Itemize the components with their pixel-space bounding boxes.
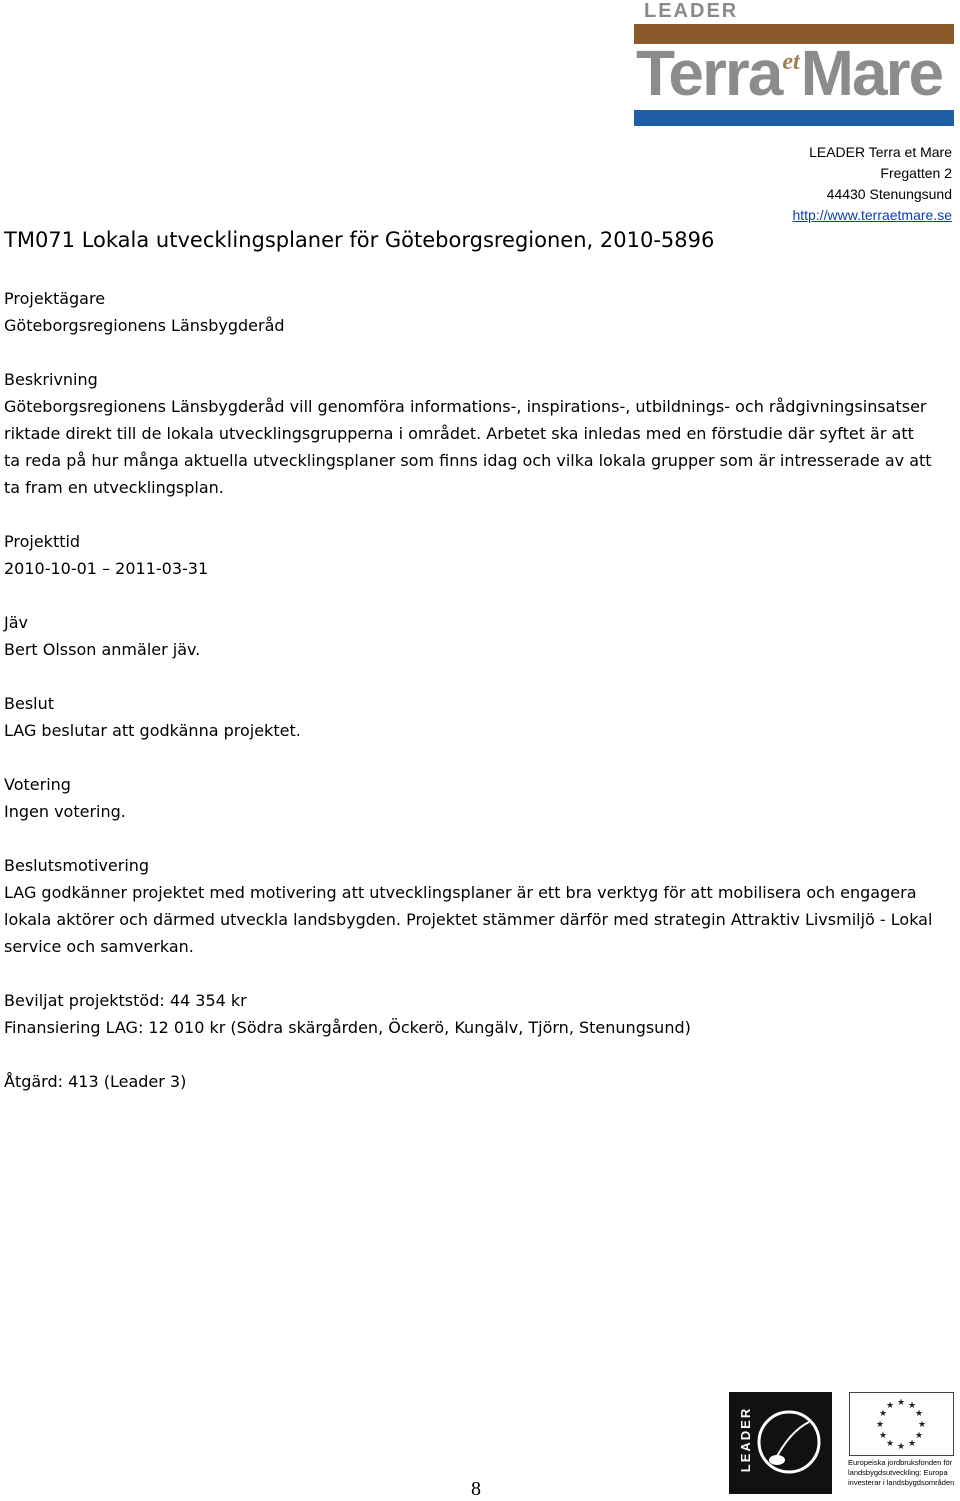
svg-text:★: ★ (885, 1401, 895, 1411)
website-link[interactable]: http://www.terraetmare.se (792, 207, 952, 223)
address-block (792, 142, 952, 226)
document-title: TM071 Lokala utvecklingsplaner för Göteborgsregionen, 2010-5896 (4, 228, 715, 252)
motivation-text: LAG godkänner projektet med motivering att utvecklingsplaner är ett bra verktyg för att mobilisera och engagera lokala aktörer och därmed utveckla landsbygden. Projektet stämmer därför med strategin Attraktiv Livsmiljö - Lokal service och samverkan. (4, 883, 933, 956)
motivation-label: Beslutsmotivering (4, 856, 150, 875)
address-line-2: Fregatten 2 (880, 165, 952, 181)
section-description (4, 366, 934, 501)
section-conflict (4, 609, 200, 663)
owner-value: Göteborgsregionens Länsbygderåd (4, 316, 285, 335)
period-label: Projekttid (4, 532, 81, 551)
period-value: 2010-10-01 – 2011-03-31 (4, 559, 209, 578)
logo-blue-band (634, 110, 954, 126)
eu-caption: Europeiska jordbruksfonden för landsbygdsutveckling: Europa investerar i landsbygdsområden (848, 1458, 955, 1487)
measure-label: Åtgärd (4, 1072, 58, 1091)
svg-text:★: ★ (917, 1420, 927, 1430)
leader-logo-text: LEADER (738, 1406, 754, 1473)
vote-value: Ingen votering. (4, 802, 126, 821)
section-decision (4, 690, 301, 744)
svg-text:★: ★ (878, 1431, 888, 1441)
description-text: Göteborgsregionens Länsbygderåd vill genomföra informations-, inspirations-, utbildnings- och rådgivningsinsatser riktade direkt till de lokala utvecklingsgrupperna i området. Arbetet ska inledas med en förstudie där syftet är att ta reda på hur många aktuella utvecklingsplaner som finns idag och vilka lokala grupper som är intresserade av att ta fram en utvecklingsplan. (4, 397, 932, 497)
grant-value: : 44 354 kr (159, 991, 247, 1010)
decision-value: LAG beslutar att godkänna projektet. (4, 721, 301, 740)
funding-value: : 12 010 kr (Södra skärgården, Öckerö, Kungälv, Tjörn, Stenungsund) (137, 1018, 691, 1037)
logo-brand-terra: Terra (636, 37, 782, 109)
conflict-value: Bert Olsson anmäler jäv. (4, 640, 201, 659)
eu-stars-icon (850, 1393, 953, 1455)
owner-label: Projektägare (4, 289, 106, 308)
vote-label: Votering (4, 775, 71, 794)
address-line-1: LEADER Terra et Mare (809, 144, 952, 160)
page-number: 8 (471, 1478, 481, 1500)
conflict-label: Jäv (4, 613, 28, 632)
svg-text:★: ★ (907, 1439, 917, 1449)
address-line-3: 44430 Stenungsund (826, 186, 952, 202)
logo-brand-et: et (782, 49, 800, 75)
description-label: Beskrivning (4, 370, 98, 389)
svg-text:★: ★ (878, 1409, 888, 1419)
grant-label: Beviljat projektstöd (4, 991, 160, 1010)
svg-text:★: ★ (875, 1420, 885, 1430)
section-vote (4, 771, 126, 825)
svg-text:★: ★ (885, 1439, 895, 1449)
decision-label: Beslut (4, 694, 55, 713)
logo-brand-text (636, 36, 942, 110)
svg-text:★: ★ (896, 1442, 906, 1452)
leader-logo (729, 1392, 832, 1494)
funding-line (4, 1014, 691, 1041)
svg-text:★: ★ (914, 1431, 924, 1441)
grant-line (4, 987, 691, 1014)
section-funding (4, 987, 691, 1041)
logo-brand-mare: Mare (800, 37, 943, 109)
eu-flag-logo (849, 1392, 954, 1456)
section-owner (4, 285, 285, 339)
terra-et-mare-logo (634, 0, 954, 128)
logo-leader-text: LEADER (644, 0, 739, 22)
svg-text:★: ★ (907, 1401, 917, 1411)
svg-text:★: ★ (896, 1398, 906, 1408)
measure-value: : 413 (Leader 3) (57, 1072, 187, 1091)
section-motivation (4, 852, 934, 960)
section-period (4, 528, 208, 582)
section-measure (4, 1068, 186, 1095)
funding-label: Finansiering LAG (4, 1018, 138, 1037)
svg-text:★: ★ (914, 1409, 924, 1419)
measure-line (4, 1068, 186, 1095)
